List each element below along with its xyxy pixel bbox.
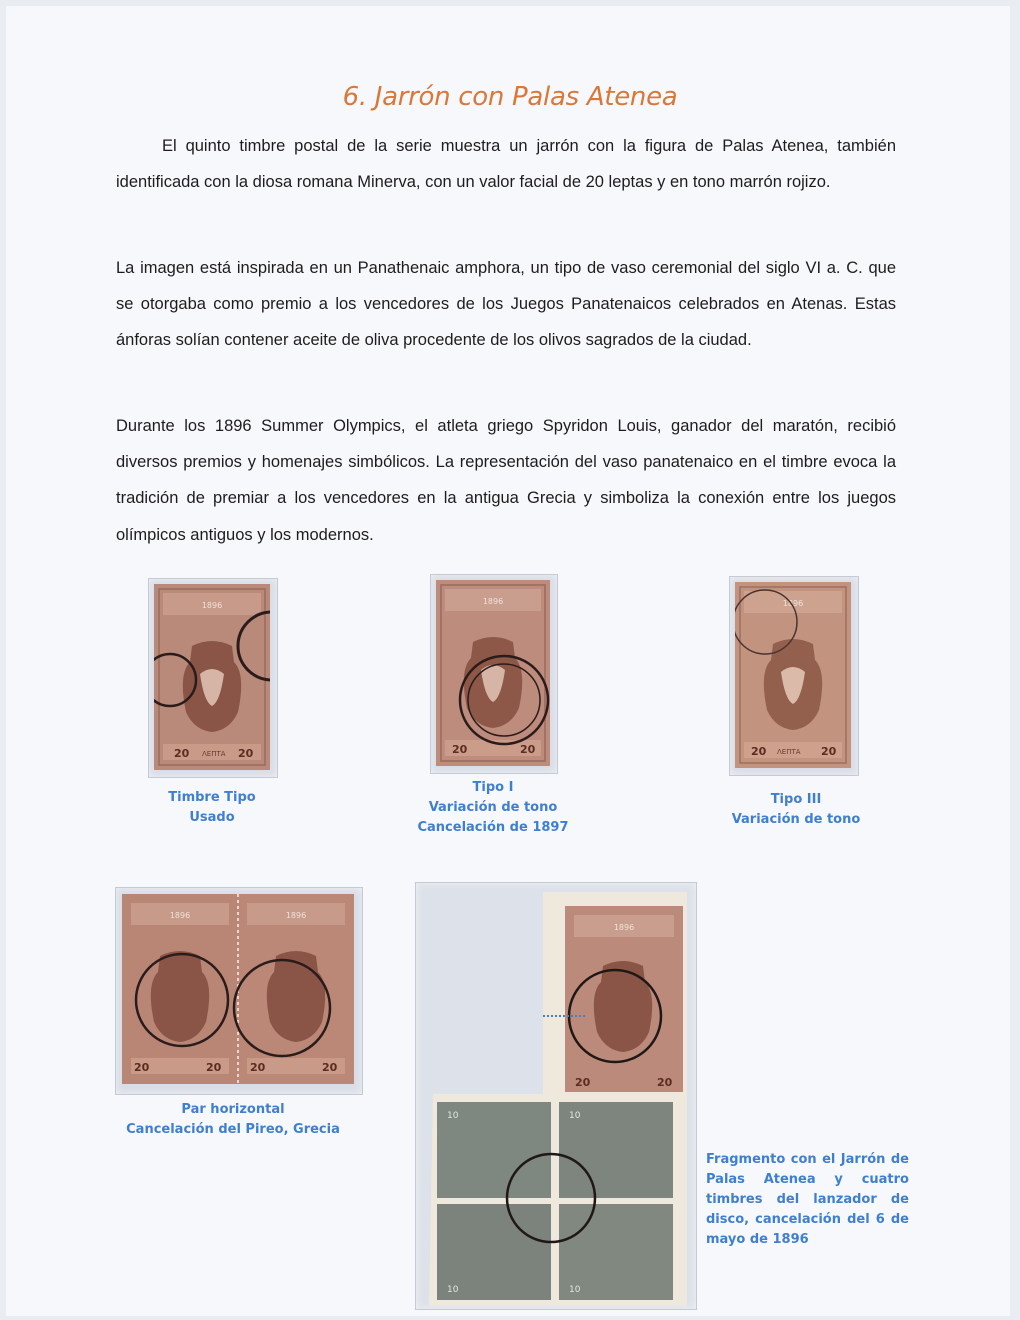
caption-stamp-3: Tipo III Variación de tono xyxy=(731,792,861,827)
fragment-cover xyxy=(425,892,687,1306)
svg-text:1896: 1896 xyxy=(782,599,804,608)
svg-text:1896: 1896 xyxy=(482,597,504,606)
caption-stamp-2: Tipo I Variación de tono Cancelación de 1897 xyxy=(417,780,569,835)
stamp-pair-horizontal xyxy=(122,894,354,1084)
svg-text:20: 20 xyxy=(322,1061,338,1074)
discus-value-2: 10 xyxy=(569,1111,581,1121)
discus-value-3: 10 xyxy=(447,1285,459,1295)
svg-text:20: 20 xyxy=(575,1076,591,1089)
stamp-year-label: 1896 xyxy=(201,601,223,610)
svg-text:20: 20 xyxy=(134,1061,150,1074)
page-title: 6. Jarrón con Palas Atenea xyxy=(342,82,678,112)
caption-stamp-1: Timbre Tipo Usado xyxy=(168,790,256,825)
svg-text:20: 20 xyxy=(751,745,767,758)
svg-text:20: 20 xyxy=(657,1076,673,1089)
stamp-athena-vase-2 xyxy=(436,580,550,766)
svg-text:1896: 1896 xyxy=(169,911,191,920)
stamp-value-left: 20 xyxy=(174,747,190,760)
svg-text:1896: 1896 xyxy=(285,911,307,920)
stamp-denomination: ΛΕΠΤΑ xyxy=(202,750,226,758)
paragraph-3: Durante los 1896 Summer Olympics, el atleta griego Spyridon Louis, ganador del maratón, recibió diversos premios y homenajes simbólicos. La representación del vaso panatenaico en el timbre evoca la tradición de premiar a los vencedores en la antigua Grecia y simboliza la conexión entre los juegos olímpicos antiguos y los modernos. xyxy=(116,417,896,544)
stamp-value-right: 20 xyxy=(238,747,254,760)
svg-text:20: 20 xyxy=(250,1061,266,1074)
svg-text:20: 20 xyxy=(821,745,837,758)
stamp-athena-vase-3 xyxy=(735,582,851,768)
svg-text:20: 20 xyxy=(452,743,468,756)
caption-fragment: Fragmento con el Jarrón de Palas Atenea y cuatro timbres del lanzador de disco, cancelación del 6 de mayo de 1896 xyxy=(706,1152,909,1247)
discus-value-4: 10 xyxy=(569,1285,581,1295)
svg-text:20: 20 xyxy=(520,743,536,756)
svg-text:20: 20 xyxy=(206,1061,222,1074)
svg-text:1896: 1896 xyxy=(613,923,635,932)
svg-text:ΛΕΠΤΑ: ΛΕΠΤΑ xyxy=(777,748,801,756)
caption-pair: Par horizontal Cancelación del Pireo, Grecia xyxy=(126,1102,340,1137)
discus-value-1: 10 xyxy=(447,1111,459,1121)
paragraph-2: La imagen está inspirada en un Panathenaic amphora, un tipo de vaso ceremonial del siglo VI a. C. que se otorgaba como premio a los vencedores de los Juegos Panatenaicos celebrados en Atenas. Estas ánforas solían contener aceite de oliva procedente de los olivos sagrados de la ciudad. xyxy=(116,259,896,350)
paragraph-1: El quinto timbre postal de la serie muestra un jarrón con la figura de Palas Atenea, también identificada con la diosa romana Minerva, con un valor facial de 20 leptas y en tono marrón rojizo. xyxy=(116,137,896,192)
stamp-athena-vase-1 xyxy=(154,584,270,770)
